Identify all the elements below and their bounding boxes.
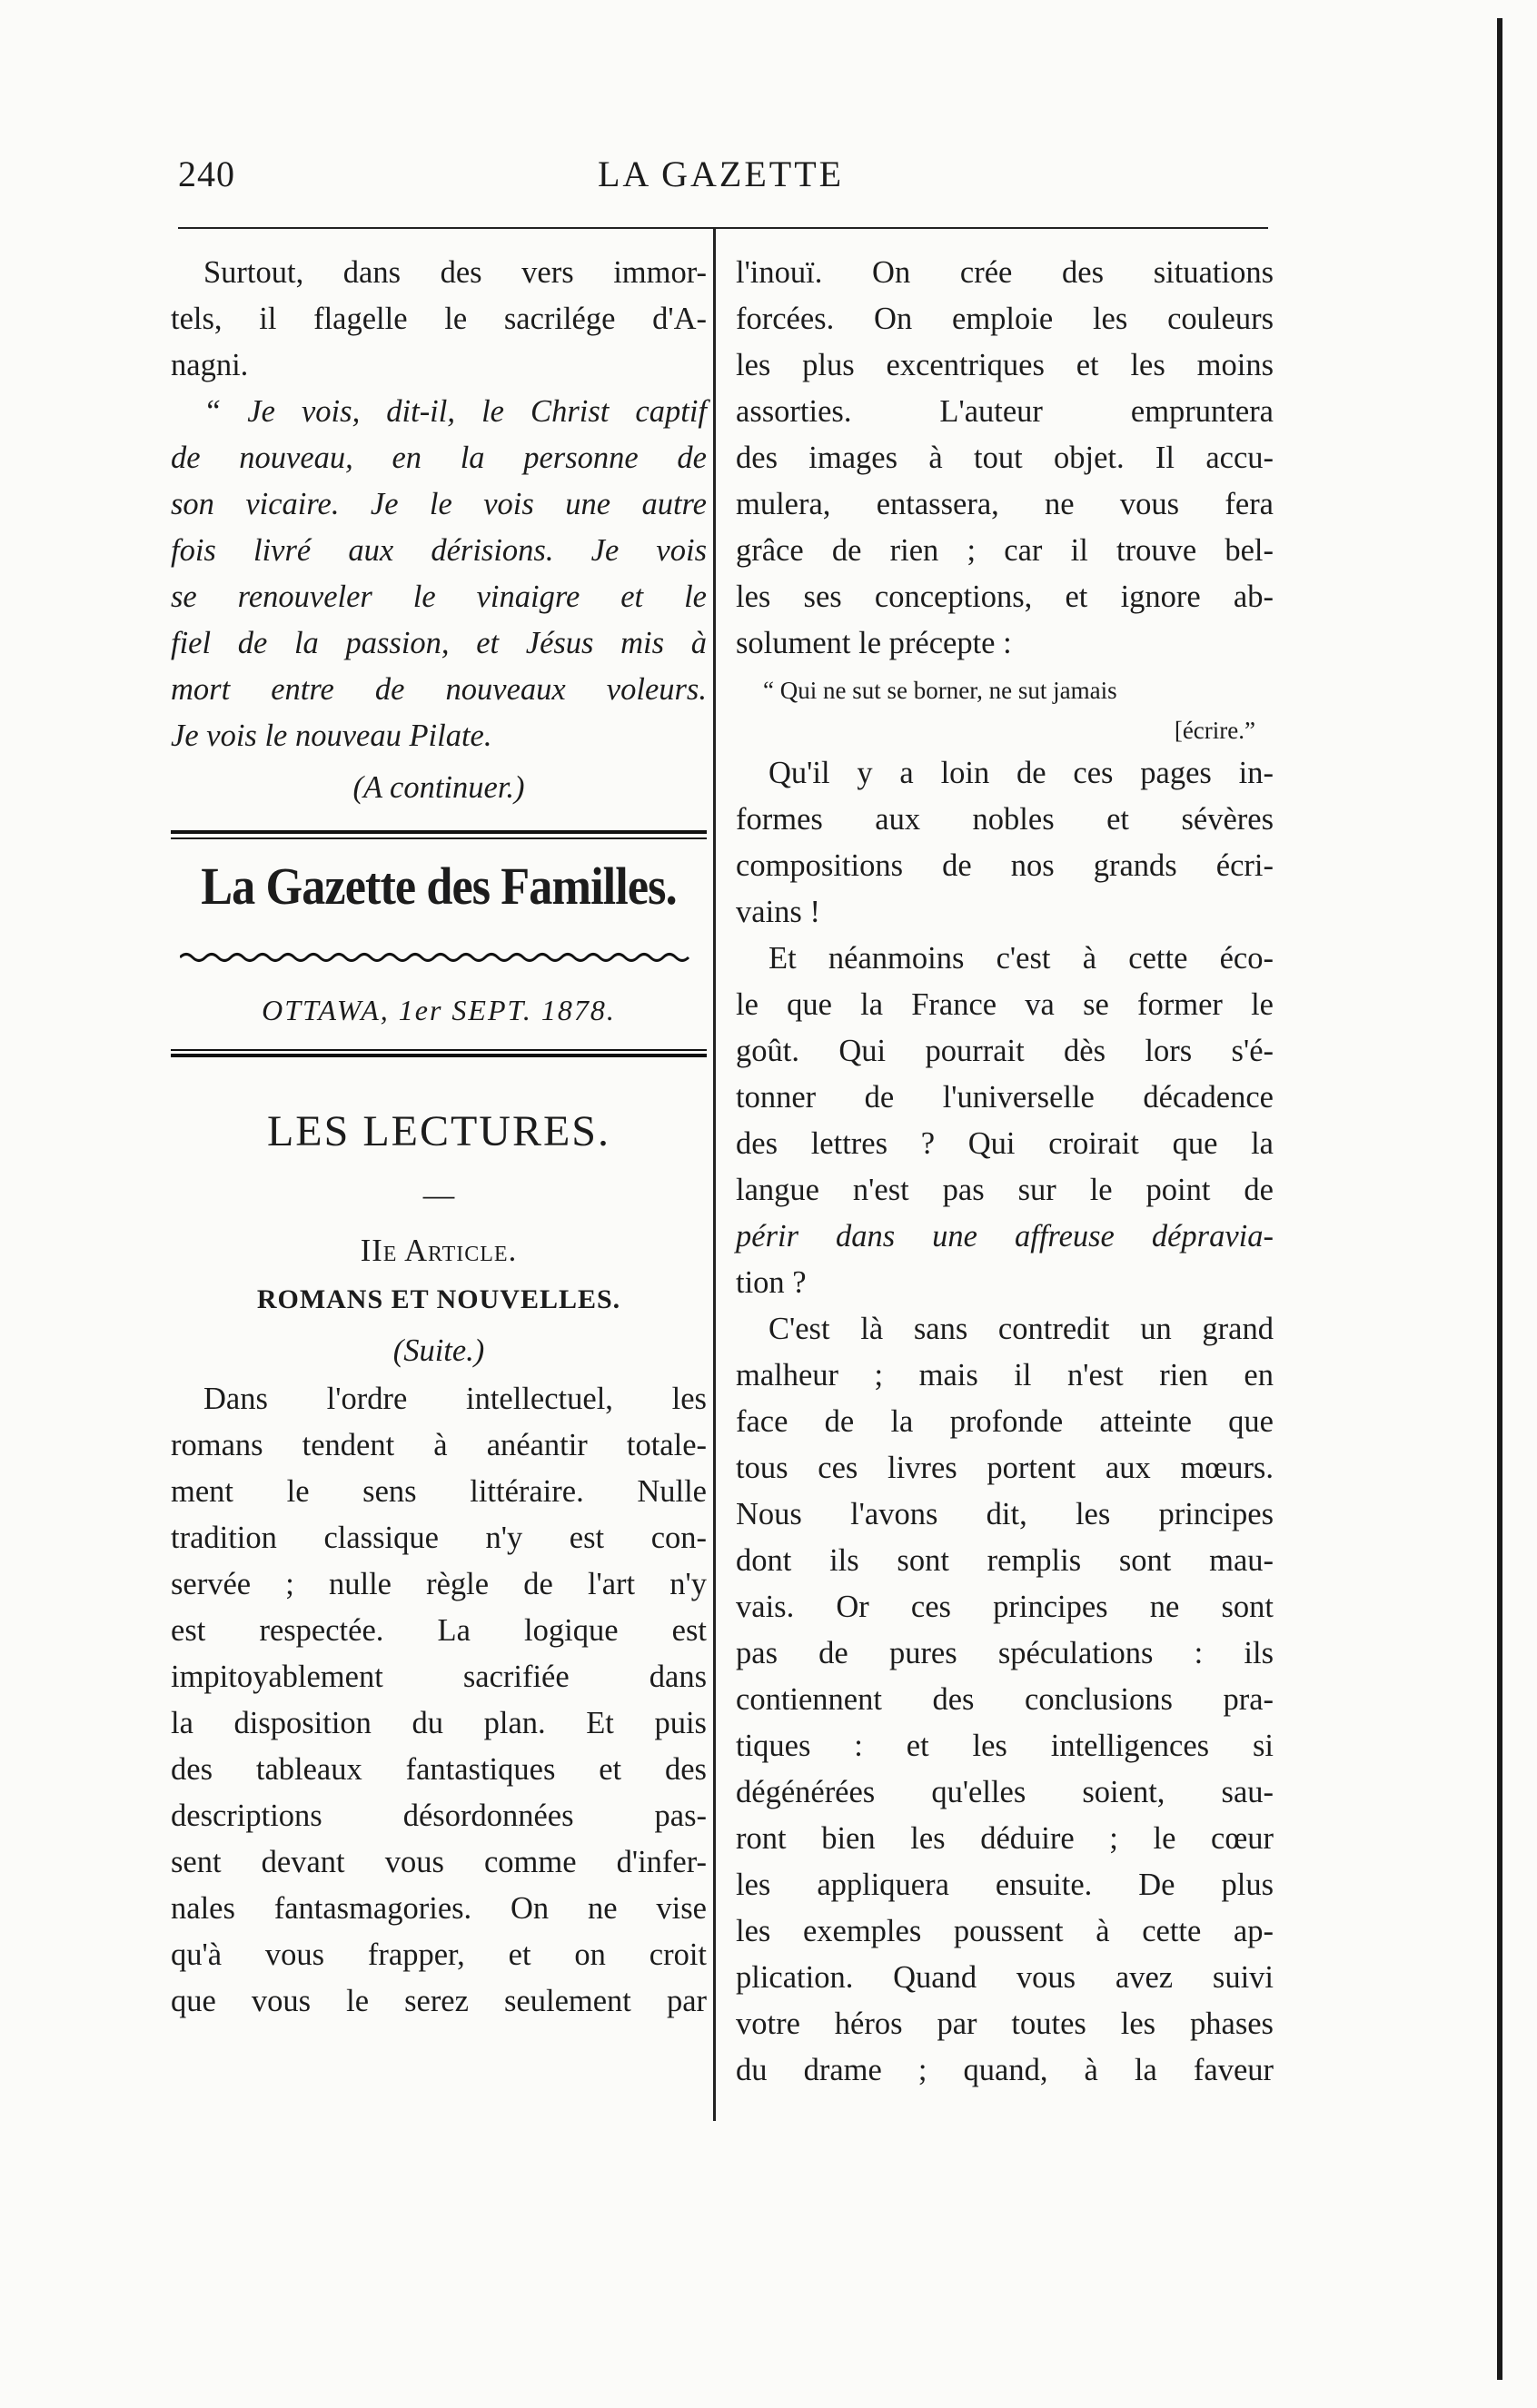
text-line: pas de pures spéculations : ils (736, 1636, 1274, 1670)
text-line: des tableaux fantastiques et des (171, 1752, 707, 1787)
text-line: langue n'est pas sur le point de (736, 1173, 1274, 1207)
text-line: Nous l'avons dit, les principes (736, 1497, 1274, 1531)
column-divider (713, 227, 716, 2121)
text-line: nagni. (171, 348, 249, 382)
text-line: vais. Or ces principes ne sont (736, 1590, 1274, 1624)
text-line: mulera, entassera, ne vous fera (736, 487, 1274, 521)
quote-line: [écrire.” (1174, 717, 1255, 744)
article-subtitle: ROMANS ET NOUVELLES. (256, 1284, 621, 1314)
text-line: C'est là sans contredit un grand (768, 1312, 1274, 1346)
text-line: tous ces livres portent aux mœurs. (736, 1451, 1274, 1485)
text-line: forcées. On emploie les couleurs (736, 302, 1274, 336)
paragraph (736, 250, 1274, 667)
text-line: qu'à vous frapper, et on croit (171, 1937, 707, 1972)
text-line: ront bien les déduire ; le cœur (736, 1821, 1274, 1856)
wavy-rule (180, 948, 698, 966)
text-line: de nouveau, en la personne de (171, 441, 707, 475)
text-line: des lettres ? Qui croirait que la (736, 1126, 1274, 1161)
text-line: Et néanmoins c'est à cette éco- (768, 941, 1274, 976)
text-line: Je vois le nouveau Pilate. (171, 718, 492, 753)
text-line: fois livré aux dérisions. Je vois (171, 533, 707, 568)
section-title: LES LECTURES. (266, 1107, 610, 1155)
text-line: le que la France va se former le (736, 987, 1274, 1022)
text-line: tradition classique n'y est con- (171, 1521, 707, 1555)
text-line: les appliquera ensuite. De plus (736, 1868, 1274, 1902)
text-line: servée ; nulle règle de l'art n'y (171, 1567, 707, 1601)
text-line: périr dans une affreuse dépravia- (736, 1219, 1274, 1254)
text-line: des images à tout objet. Il accu- (736, 441, 1274, 475)
text-line: malheur ; mais il n'est rien en (736, 1358, 1274, 1392)
text-line: du drame ; quand, à la faveur (736, 2053, 1274, 2087)
text-line: mort entre de nouveaux voleurs. (171, 672, 707, 707)
text-line: vains ! (736, 895, 820, 929)
paragraph (736, 750, 1274, 936)
text-line: tels, il flagelle le sacrilége d'A- (171, 302, 707, 336)
body-paragraph (171, 1376, 707, 2025)
text-line: la disposition du plan. Et puis (171, 1706, 707, 1740)
paragraph (736, 936, 1274, 1306)
text-line: que vous le serez seulement par (171, 1984, 707, 2018)
page-header (178, 153, 1268, 207)
left-column (171, 250, 707, 2025)
text-line: les ses conceptions, et ignore ab- (736, 580, 1274, 614)
text-line: contiennent des conclusions pra- (736, 1682, 1274, 1717)
suite-label: (Suite.) (392, 1333, 485, 1368)
text-line: face de la profonde atteinte que (736, 1404, 1274, 1439)
text-line: “ Je vois, dit-il, le Christ captif (203, 394, 707, 429)
text-line: impitoyablement sacrifiée dans (171, 1660, 707, 1694)
text-line: Qu'il y a loin de ces pages in- (768, 756, 1274, 790)
text-line: est respectée. La logique est (171, 1613, 707, 1648)
page-edge-rule (1497, 18, 1502, 2380)
text-line: assorties. L'auteur empruntera (736, 394, 1274, 429)
text-line: Surtout, dans des vers immor- (203, 255, 707, 290)
text-line: dégénérées qu'elles soient, sau- (736, 1775, 1274, 1809)
text-line: les exemples poussent à cette ap- (736, 1914, 1274, 1948)
text-line: plication. Quand vous avez suivi (736, 1960, 1274, 1995)
text-line: ment le sens littéraire. Nulle (171, 1474, 707, 1509)
right-column (736, 250, 1274, 2094)
header-rule (178, 227, 1268, 229)
to-be-continued: (A continuer.) (352, 770, 525, 805)
page-number: 240 (178, 154, 235, 194)
text-line: compositions de nos grands écri- (736, 848, 1274, 883)
dateline: OTTAWA, 1er SEPT. 1878. (262, 994, 616, 1026)
text-line: goût. Qui pourrait dès lors s'é- (736, 1034, 1274, 1068)
double-rule (171, 830, 707, 839)
text-line: dont ils sont remplis sont mau- (736, 1543, 1274, 1578)
text-line: romans tendent à anéantir totale- (171, 1428, 707, 1462)
text-line: tion ? (736, 1265, 807, 1300)
text-line: votre héros par toutes les phases (736, 2007, 1274, 2041)
text-line: sent devant vous comme d'infer- (171, 1845, 707, 1879)
text-line: Dans l'ordre intellectuel, les (203, 1382, 707, 1416)
title-dash: — (422, 1178, 455, 1213)
text-line: grâce de rien ; car il trouve bel- (736, 533, 1274, 568)
double-rule (171, 1049, 707, 1057)
running-head: LA GAZETTE (598, 154, 845, 194)
text-line: son vicaire. Je le vois une autre (171, 487, 707, 521)
quote-paragraph (171, 389, 707, 759)
text-line: nales fantasmagories. On ne vise (171, 1891, 707, 1926)
text-line: tiques : et les intelligences si (736, 1729, 1274, 1763)
masthead: La Gazette des Familles. (201, 857, 677, 916)
text-line: l'inouï. On crée des situations (736, 255, 1274, 290)
text-line: fiel de la passion, et Jésus mis à (171, 626, 707, 660)
article-number: IIe Article. (360, 1234, 518, 1268)
text-line: tonner de l'universelle décadence (736, 1080, 1274, 1115)
text-line: les plus excentriques et les moins (736, 348, 1274, 382)
text-line: se renouveler le vinaigre et le (171, 580, 707, 614)
boileau-quote (736, 670, 1274, 750)
quote-line: “ Qui ne sut se borner, ne sut jamais (763, 677, 1117, 704)
text-line: solument le précepte : (736, 626, 1012, 660)
text-line: formes aux nobles et sévères (736, 802, 1274, 837)
paragraph (736, 1306, 1274, 2094)
text-line: descriptions désordonnées pas- (171, 1799, 707, 1833)
intro-paragraph (171, 250, 707, 389)
